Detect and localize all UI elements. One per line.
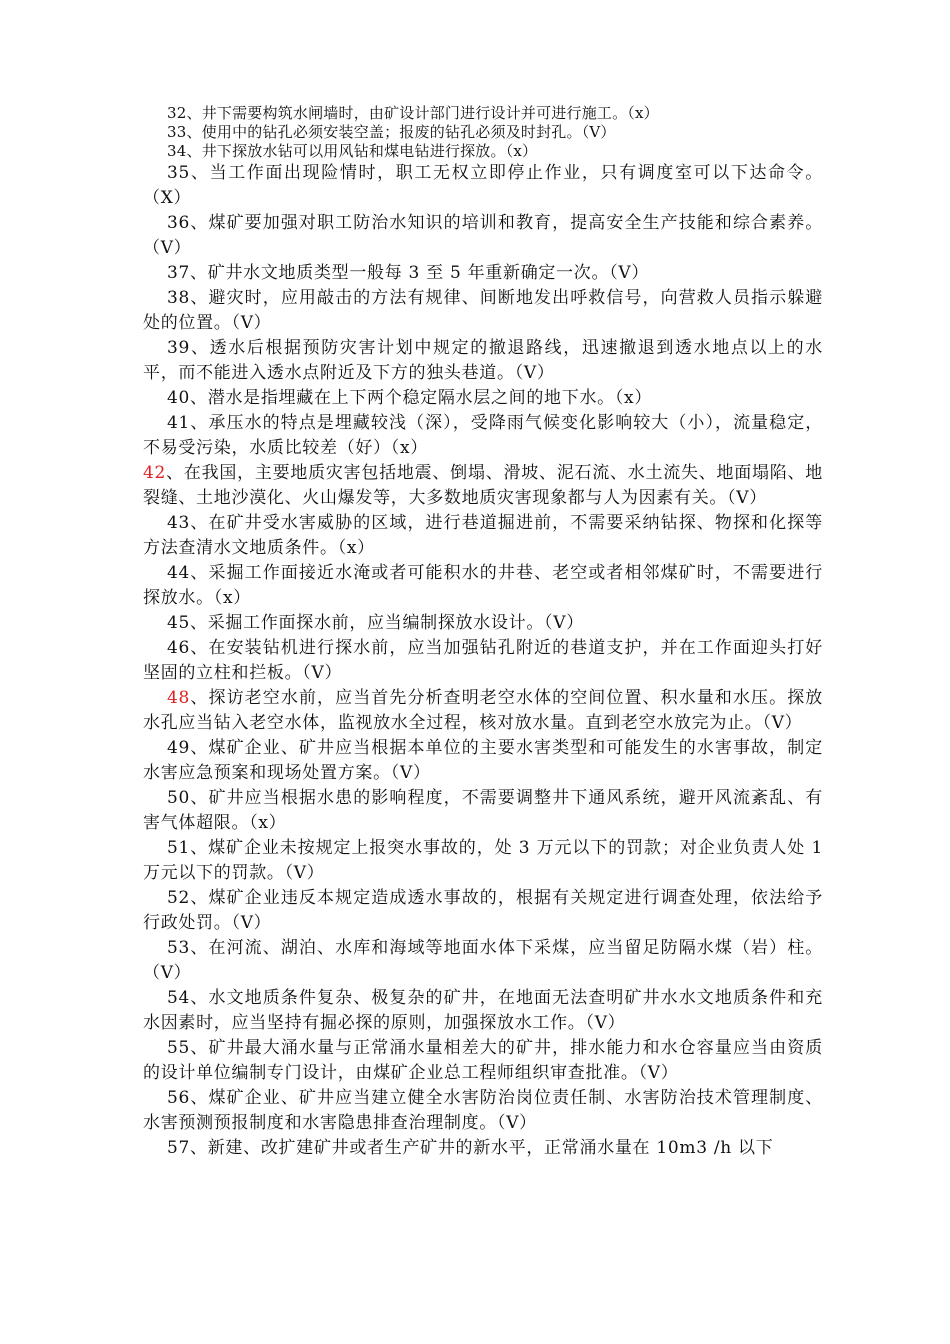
item-text: 、在我国，主要地质灾害包括地震、倒塌、滑坡、泥石流、水土流失、地面塌陷、地裂缝、土地沙漠化、火山爆发等，大多数地质灾害现象都与人为因素有关。（V） [143,463,823,508]
item-number: 55 [167,1038,191,1058]
list-item [143,261,823,286]
list-item [143,161,823,211]
item-text: 、探访老空水前，应当首先分析查明老空水体的空间位置、积水量和水压。探放水孔应当钻入老空水体，监视放水全过程，核对放水量。直到老空水放完为止。（V） [143,688,823,733]
item-text: 、在安装钻机进行探水前，应当加强钻孔附近的巷道支护，并在工作面迎头打好坚固的立柱和拦板。（V） [143,638,823,683]
item-text: 、矿井应当根据水患的影响程度，不需要调整井下通风系统，避开风流紊乱、有害气体超限。（x） [143,788,823,833]
list-item [143,511,823,561]
item-text: 、使用中的钻孔必须安装空盖；报废的钻孔必须及时封孔。（V） [186,123,616,141]
item-number: 48 [167,688,191,708]
list-item [143,142,823,161]
list-item [143,411,823,461]
item-number: 53 [167,938,191,958]
list-item [143,123,823,142]
item-text: 、煤矿企业未按规定上报突水事故的，处 3 万元以下的罚款；对企业负责人处 1 万元以下的罚款。（V） [143,838,823,883]
item-text: 、采掘工作面接近水淹或者可能积水的井巷、老空或者相邻煤矿时，不需要进行探放水。（x） [143,563,823,608]
item-text: 、煤矿企业、矿井应当根据本单位的主要水害类型和可能发生的水害事故，制定水害应急预案和现场处置方案。（V） [143,738,823,783]
list-item [143,886,823,936]
item-number: 57 [167,1138,191,1158]
item-text: 、矿井水文地质类型一般每 3 至 5 年重新确定一次。（V） [190,263,650,283]
item-text: 、透水后根据预防灾害计划中规定的撤退路线，迅速撤退到透水地点以上的水平，而不能进入透水点附近及下方的独头巷道。（V） [143,338,823,383]
item-number: 50 [167,788,191,808]
item-number: 35 [167,163,191,183]
item-text: 、承压水的特点是埋藏较浅（深），受降雨气候变化影响较大（小），流量稳定，不易受污染，水质比较差（好）（x） [143,413,823,458]
item-text: 、避灾时，应用敲击的方法有规律、间断地发出呼救信号，向营救人员指示躲避处的位置。（V） [143,288,823,333]
item-text: 、煤矿企业、矿井应当建立健全水害防治岗位责任制、水害防治技术管理制度、水害预测预报制度和水害隐患排查治理制度。（V） [143,1088,823,1133]
item-text: 、井下需要构筑水闸墙时，由矿设计部门进行设计并可进行施工。（x） [186,104,659,122]
item-number: 40 [167,388,191,408]
list-item [143,1086,823,1136]
list-item [143,104,823,123]
list-item [143,386,823,411]
list-item [143,836,823,886]
item-text: 、井下探放水钻可以用风钻和煤电钻进行探放。（x） [186,142,538,160]
list-item [143,336,823,386]
item-number: 51 [167,838,191,858]
list-item [143,1036,823,1086]
item-text: 、水文地质条件复杂、极复杂的矿井，在地面无法查明矿井水水文地质条件和充水因素时，应当坚持有掘必探的原则，加强探放水工作。（V） [143,988,823,1033]
item-number: 49 [167,738,191,758]
list-item [143,986,823,1036]
item-number: 46 [167,638,191,658]
list-item [143,936,823,986]
list-item [143,686,823,736]
item-number: 32 [167,104,187,122]
item-number: 38 [167,288,191,308]
item-text: 、煤矿要加强对职工防治水知识的培训和教育，提高安全生产技能和综合素养。（V） [143,213,823,258]
item-number: 36 [167,213,191,233]
item-number: 41 [167,413,191,433]
item-number: 56 [167,1088,191,1108]
list-item [143,286,823,336]
item-number: 44 [167,563,191,583]
item-number: 33 [167,123,187,141]
list-item [143,786,823,836]
item-number: 37 [167,263,191,283]
list-item [143,611,823,636]
question-list [143,104,823,1161]
item-number: 54 [167,988,191,1008]
item-number: 43 [167,513,191,533]
list-item [143,211,823,261]
item-number: 52 [167,888,191,908]
list-item [143,461,823,511]
item-text: 、煤矿企业违反本规定造成透水事故的，根据有关规定进行调查处理，依法给予行政处罚。（V） [143,888,823,933]
item-number: 34 [167,142,187,160]
item-text: 、在河流、湖泊、水库和海域等地面水体下采煤，应当留足防隔水煤（岩）柱。（V） [143,938,823,983]
item-number: 45 [167,613,191,633]
item-text: 、当工作面出现险情时，职工无权立即停止作业，只有调度室可以下达命令。（X） [143,163,823,208]
list-item [143,1136,823,1161]
list-item [143,636,823,686]
list-item [143,736,823,786]
item-number: 39 [167,338,191,358]
item-number: 42 [143,463,167,483]
item-text: 、在矿井受水害威胁的区域，进行巷道掘进前，不需要采纳钻探、物探和化探等方法查清水文地质条件。（x） [143,513,823,558]
list-item [143,561,823,611]
item-text: 、潜水是指埋藏在上下两个稳定隔水层之间的地下水。（x） [190,388,653,408]
item-text: 、新建、改扩建矿井或者生产矿井的新水平，正常涌水量在 10m3 /h 以下 [190,1138,774,1158]
item-text: 、采掘工作面探水前，应当编制探放水设计。（V） [190,613,584,633]
item-text: 、矿井最大涌水量与正常涌水量相差大的矿井，排水能力和水仓容量应当由资质的设计单位编制专门设计，由煤矿企业总工程师组织审查批准。（V） [143,1038,823,1083]
